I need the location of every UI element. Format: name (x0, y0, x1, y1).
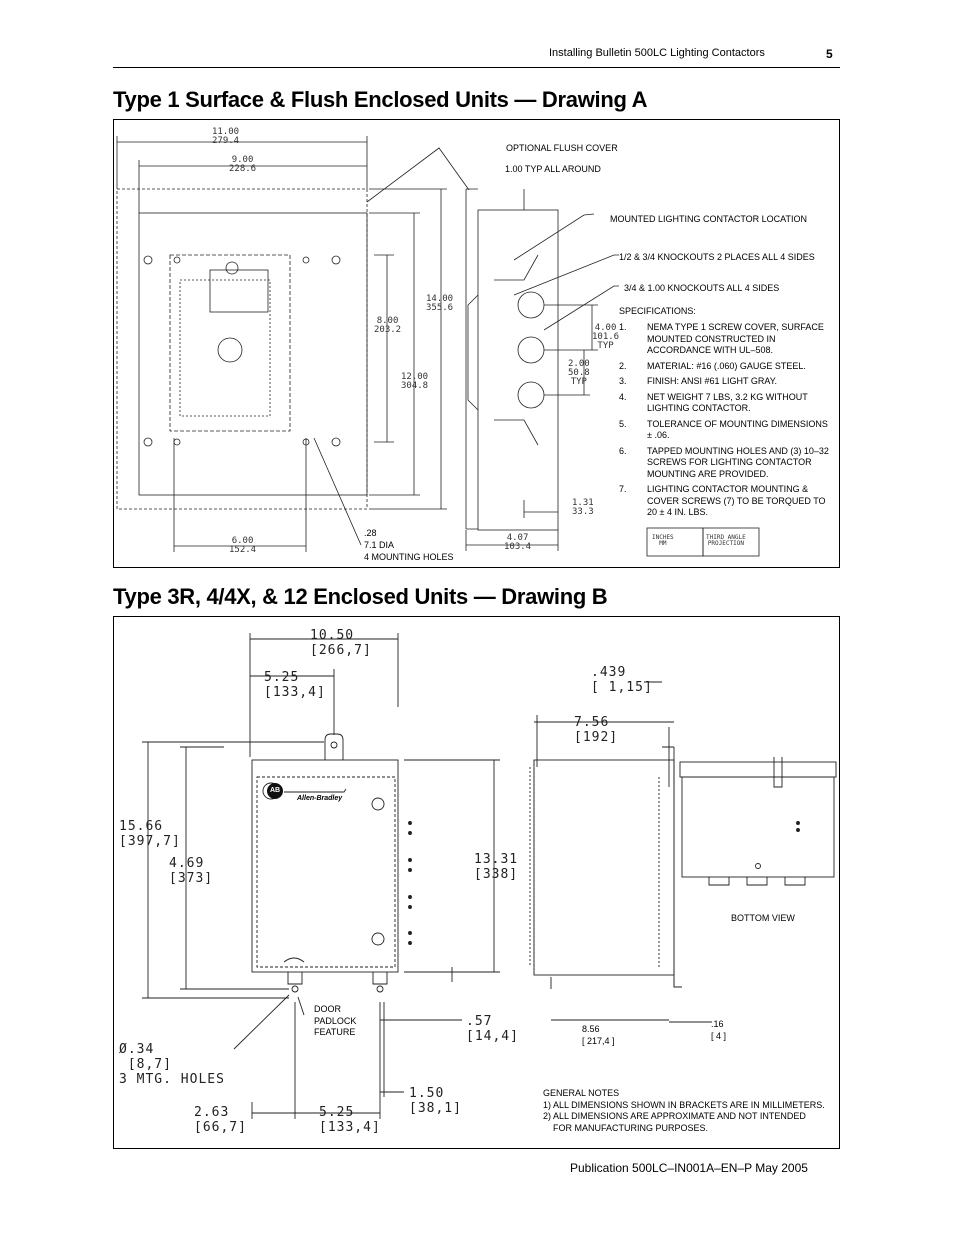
publication-footer: Publication 500LC–IN001A–EN–P May 2005 (570, 1161, 808, 1175)
label-holes-count: 4 MOUNTING HOLES (364, 552, 454, 562)
label-knockouts-2: 3/4 & 1.00 KNOCKOUTS ALL 4 SIDES (624, 283, 780, 293)
dim-9-00: 9.00 228.6 (229, 155, 257, 174)
dim-2-63: 2.63 [66,7] (194, 1105, 247, 1135)
dim-4-69: 4.69 [373] (169, 856, 214, 886)
dim-10-50: 10.50 [266,7] (310, 628, 372, 658)
label-typ-around: 1.00 TYP ALL AROUND (505, 164, 601, 174)
dim-16: .16 [ 4 ] (711, 1019, 727, 1041)
label-flush-cover: OPTIONAL FLUSH COVER (506, 143, 618, 153)
note-item: FOR MANUFACTURING PURPOSES. (543, 1122, 709, 1133)
spec-item: 4. NET WEIGHT 7 LBS, 3.2 KG WITHOUT LIGHTING CONTACTOR. (619, 391, 808, 413)
stamp-projection: THIRD ANGLE PROJECTION (706, 534, 746, 547)
dim-57: .57 [14,4] (466, 1014, 519, 1044)
drawing-a-frame (113, 119, 840, 568)
spec-item: 6. TAPPED MOUNTING HOLES AND (3) 10–32 SCREWS FOR LIGHTING CONTACTOR MOUNTING ARE PROVIDED. (619, 445, 829, 479)
general-notes (543, 1088, 825, 1134)
dim-15-66: 15.66 [397,7] (119, 819, 181, 849)
dim-4-07: 4.07 103.4 (504, 533, 532, 552)
dim-6-00: 6.00 152.4 (229, 536, 257, 555)
label-contactor-location: MOUNTED LIGHTING CONTACTOR LOCATION (610, 214, 808, 224)
dim-1-31: 1.31 33.3 (572, 498, 594, 517)
header-rule (113, 67, 840, 68)
running-title: Installing Bulletin 500LC Lighting Contactors (549, 47, 765, 59)
dim-8-00: 8.00 203.2 (374, 316, 402, 335)
dim-1-50: 1.50 [38,1] (409, 1086, 462, 1116)
brand-name: Allen-Bradley (297, 795, 343, 802)
spec-item: 1. NEMA TYPE 1 SCREW COVER, SURFACE MOUNTED CONSTRUCTED IN ACCORDANCE WITH UL–508. (619, 322, 824, 355)
notes-title: GENERAL NOTES (543, 1088, 620, 1098)
dim-439: .439 [ 1,15] (591, 665, 653, 695)
drawing-a-title: Type 1 Surface & Flush Enclosed Units — Drawing A (113, 87, 648, 112)
dim-14-00: 14.00 355.6 (426, 294, 454, 313)
spec-item: 7. LIGHTING CONTACTOR MOUNTING & COVER SCREWS (7) TO BE TORQUED TO 20 ± 4 IN. LBS. (619, 484, 826, 517)
dim-8-56: 8.56 [ 217,4 ] (582, 1024, 615, 1046)
label-knockouts-1: 1/2 & 3/4 KNOCKOUTS 2 PLACES ALL 4 SIDES (619, 252, 815, 262)
label-holes-dia: 7.1 DIA (364, 540, 395, 550)
spec-item: 2. MATERIAL: #16 (.060) GAUGE STEEL. (619, 360, 806, 371)
ab-logo-text: AB (269, 787, 281, 794)
dim-12-00: 12.00 304.8 (401, 372, 429, 391)
dim-5-25-bottom: 5.25 [133,4] (319, 1105, 381, 1135)
spec-item: 3. FINISH: ANSI #61 LIGHT GRAY. (619, 376, 778, 386)
dim-7-56: 7.56 [192] (574, 715, 619, 745)
specifications (619, 306, 834, 523)
dim-11-00: 11.00 279.4 (212, 127, 240, 146)
dim-2-00: 2.00 50.8 TYP (568, 359, 590, 387)
spec-title: SPECIFICATIONS: (619, 306, 696, 316)
dim-5-25-top: 5.25 [133,4] (264, 670, 326, 700)
label-padlock: DOOR PADLOCK FEATURE (314, 1004, 357, 1037)
label-bottom-view: BOTTOM VIEW (731, 913, 795, 923)
dim-4-00: 4.00 101.6 TYP (592, 323, 620, 351)
note-item: 1) ALL DIMENSIONS SHOWN IN BRACKETS ARE IN MILLIMETERS. (543, 1099, 825, 1110)
page-number: 5 (826, 47, 833, 61)
dim-mtg-holes: Ø.34 [8,7] 3 MTG. HOLES (119, 1042, 225, 1087)
stamp-units: INCHES MM (652, 534, 674, 547)
dim-13-31: 13.31 [338] (474, 852, 519, 882)
spec-list (619, 322, 834, 519)
note-item: 2) ALL DIMENSIONS ARE APPROXIMATE AND NOT INTENDED (543, 1111, 806, 1121)
ab-logo (267, 783, 283, 799)
drawing-b-frame (113, 616, 840, 1149)
drawing-b-title: Type 3R, 4/4X, & 12 Enclosed Units — Drawing B (113, 584, 608, 609)
label-holes-size: .28 (364, 528, 377, 538)
spec-item: 5. TOLERANCE OF MOUNTING DIMENSIONS ± .06. (619, 418, 828, 440)
